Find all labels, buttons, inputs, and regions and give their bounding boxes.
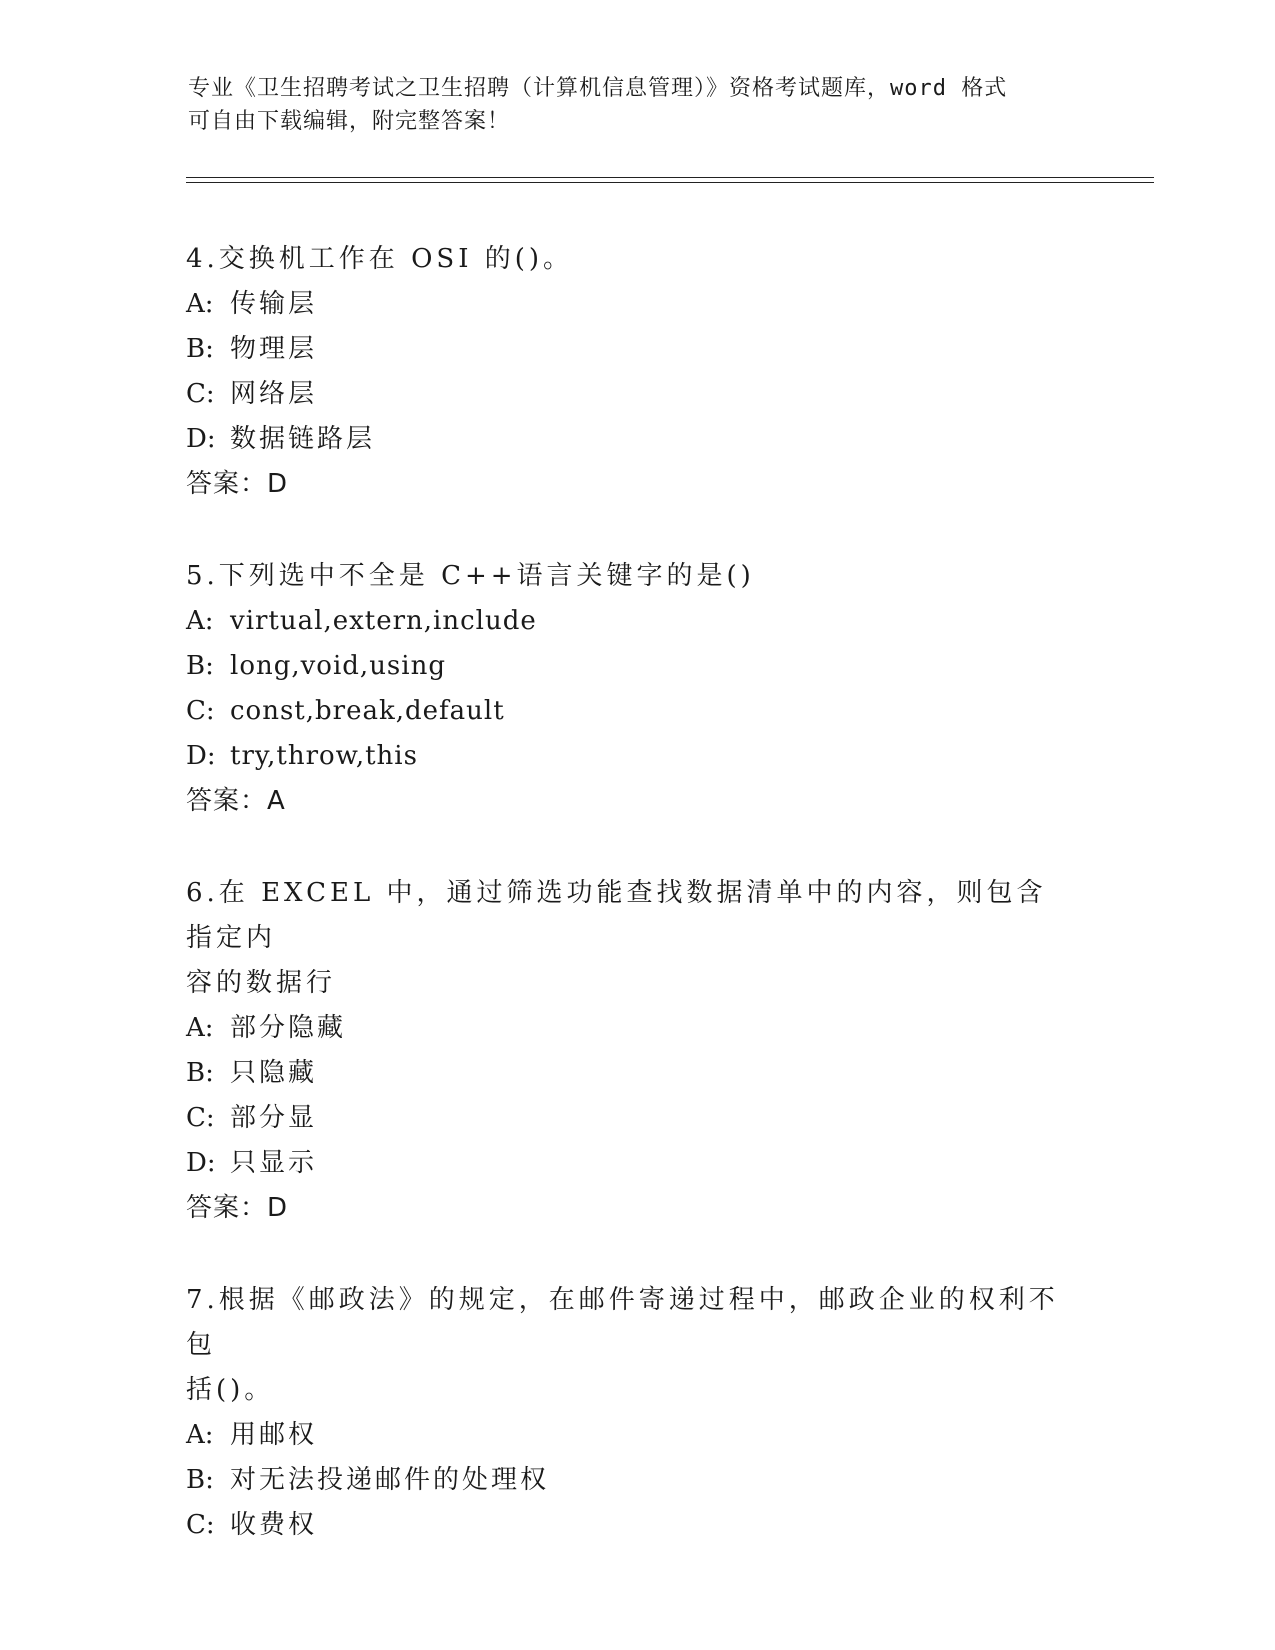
option-a (186, 1413, 1066, 1458)
option-c (186, 1096, 1066, 1141)
question-stem-line: 容的数据行 (186, 968, 337, 998)
option-letter: C : (186, 1503, 230, 1548)
option-text: virtual,extern,include (230, 606, 537, 636)
question-stem: 5.下列选中不全是 C++语言关键字的是() (186, 561, 755, 591)
option-text: 传输层 (230, 289, 318, 319)
option-letter: D : (186, 417, 230, 462)
option-b (186, 644, 1066, 689)
option-a (186, 599, 1066, 644)
option-letter: B : (186, 327, 230, 372)
question-5 (186, 554, 1066, 824)
option-letter: A : (186, 282, 230, 327)
header-line-2: 可自由下载编辑，附完整答案！ (188, 109, 511, 134)
option-letter: C : (186, 1096, 230, 1141)
option-letter: D : (186, 1141, 230, 1186)
option-letter: A : (186, 1006, 230, 1051)
option-text: 收费权 (230, 1510, 318, 1540)
question-stem-line: 6.在 EXCEL 中，通过筛选功能查找数据清单中的内容，则包含指定内 (186, 878, 1047, 953)
answer-line: 答案：A (186, 786, 286, 816)
option-letter: B : (186, 1051, 230, 1096)
header-divider-bottom (186, 182, 1154, 183)
question-stem: 4.交换机工作在 OSI 的()。 (186, 244, 574, 274)
question-stem-line: 括()。 (186, 1375, 275, 1405)
option-d (186, 1141, 1066, 1186)
option-letter: A : (186, 599, 230, 644)
option-text: 网络层 (230, 379, 318, 409)
option-d (186, 417, 1066, 462)
option-text: const,break,default (230, 696, 505, 726)
answer-line: 答案：D (186, 469, 289, 499)
option-letter: C : (186, 689, 230, 734)
option-letter: C : (186, 372, 230, 417)
option-letter: A : (186, 1413, 230, 1458)
option-a (186, 282, 1066, 327)
option-letter: D : (186, 734, 230, 779)
option-d (186, 734, 1066, 779)
option-text: 用邮权 (230, 1420, 318, 1450)
question-7 (186, 1278, 1066, 1548)
header-divider-top (186, 177, 1154, 178)
option-c (186, 689, 1066, 734)
question-6 (186, 871, 1066, 1231)
option-a (186, 1006, 1066, 1051)
option-b (186, 1051, 1066, 1096)
option-text: 数据链路层 (230, 424, 376, 454)
option-c (186, 1503, 1066, 1548)
option-text: 只显示 (230, 1148, 318, 1178)
option-text: 部分显 (230, 1103, 318, 1133)
question-list (186, 237, 1066, 1595)
option-text: 只隐藏 (230, 1058, 318, 1088)
option-letter: B : (186, 1458, 230, 1503)
question-stem (186, 871, 1066, 1006)
option-b (186, 1458, 1066, 1503)
option-b (186, 327, 1066, 372)
option-c (186, 372, 1066, 417)
option-text: 物理层 (230, 334, 318, 364)
question-stem-line: 7.根据《邮政法》的规定，在邮件寄递过程中，邮政企业的权利不包 (186, 1285, 1059, 1360)
option-text: 部分隐藏 (230, 1013, 347, 1043)
option-text: 对无法投递邮件的处理权 (230, 1465, 550, 1495)
question-stem (186, 1278, 1066, 1413)
document-header (188, 72, 1068, 138)
option-letter: B : (186, 644, 230, 689)
question-4 (186, 237, 1066, 507)
header-line-1: 专业《卫生招聘考试之卫生招聘（计算机信息管理）》资格考试题库，word 格式 (188, 76, 1008, 101)
option-text: long,void,using (230, 651, 446, 681)
option-text: try,throw,this (230, 741, 418, 771)
answer-line: 答案：D (186, 1193, 289, 1223)
